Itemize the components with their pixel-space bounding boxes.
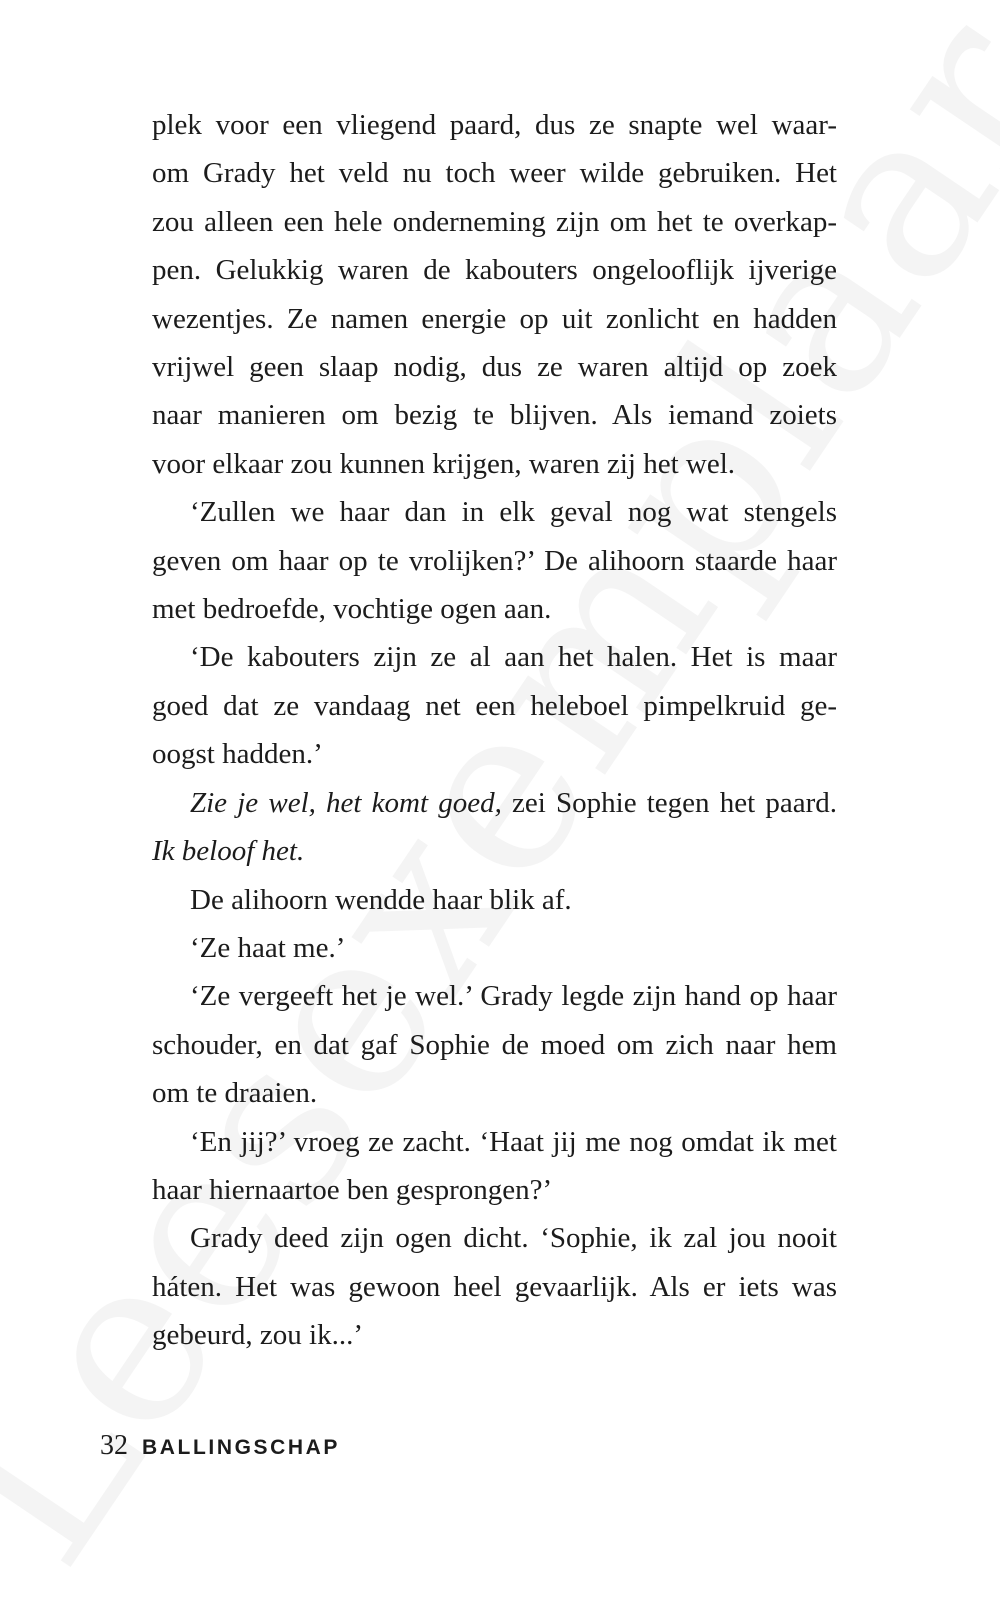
paragraph-2 bbox=[152, 488, 837, 633]
text-line: vrijwel geen slaap nodig, dus ze waren altijd op zoek bbox=[152, 351, 837, 384]
text-line: Grady deed zijn ogen dicht. ‘Sophie, ik zal jou nooit bbox=[190, 1222, 837, 1255]
paragraph-8 bbox=[152, 1118, 837, 1215]
paragraph-7 bbox=[152, 972, 837, 1117]
italic-thought: Ik beloof het. bbox=[152, 835, 305, 868]
text-line: oogst hadden.’ bbox=[152, 738, 323, 771]
text-line: wezentjes. Ze namen energie op uit zonlicht en hadden bbox=[152, 302, 837, 335]
page-footer bbox=[100, 1430, 340, 1462]
text-line: pen. Gelukkig waren de kabouters ongelooflijk ijverige bbox=[152, 254, 837, 287]
text-line: gebeurd, zou ik...’ bbox=[152, 1319, 363, 1352]
text-line: schouder, en dat gaf Sophie de moed om zich naar hem bbox=[152, 1028, 837, 1061]
text-line: De alihoorn wendde haar blik af. bbox=[190, 883, 572, 916]
text-line: ‘Zullen we haar dan in elk geval nog wat stengels bbox=[190, 496, 837, 529]
paragraph-1 bbox=[152, 101, 837, 488]
text-line: om te draaien. bbox=[152, 1077, 318, 1110]
text-line: met bedroefde, vochtige ogen aan. bbox=[152, 593, 552, 626]
body-text bbox=[152, 101, 837, 1360]
text-line: voor elkaar zou kunnen krijgen, waren zij het wel. bbox=[152, 447, 736, 480]
text-line: haar hiernaartoe ben gesprongen?’ bbox=[152, 1173, 553, 1206]
text-line: háten. Het was gewoon heel gevaarlijk. Als er iets was bbox=[152, 1270, 837, 1303]
paragraph-5 bbox=[152, 876, 837, 924]
italic-thought: Zie je wel, het komt goed, bbox=[190, 786, 502, 819]
text-line: goed dat ze vandaag net een heleboel pimpelkruid ge- bbox=[152, 689, 837, 722]
paragraph-4 bbox=[152, 779, 837, 876]
paragraph-3 bbox=[152, 633, 837, 778]
text-line: zou alleen een hele onderneming zijn om het te overkap- bbox=[152, 205, 837, 238]
text-line: ‘De kabouters zijn ze al aan het halen. Het is maar bbox=[190, 641, 837, 674]
text-line: ‘En jij?’ vroeg ze zacht. ‘Haat jij me nog omdat ik met bbox=[190, 1125, 837, 1158]
text-line: ‘Ze haat me.’ bbox=[190, 931, 346, 964]
text-line: plek voor een vliegend paard, dus ze snapte wel waar- bbox=[152, 109, 837, 141]
text-line: geven om haar op te vrolijken?’ De alihoorn staarde haar bbox=[152, 544, 837, 577]
running-head: BALLINGSCHAP bbox=[142, 1436, 341, 1459]
paragraph-6 bbox=[152, 924, 837, 972]
dialogue-tag: zei Sophie tegen het paard. bbox=[501, 786, 837, 819]
text-line: om Grady het veld nu toch weer wilde gebruiken. Het bbox=[152, 157, 837, 190]
text-line: ‘Ze vergeeft het je wel.’ Grady legde zijn hand op haar bbox=[190, 980, 837, 1013]
paragraph-9 bbox=[152, 1214, 837, 1359]
page-number: 32 bbox=[100, 1430, 128, 1461]
text-line: naar manieren om bezig te blijven. Als iemand zoiets bbox=[152, 399, 837, 432]
